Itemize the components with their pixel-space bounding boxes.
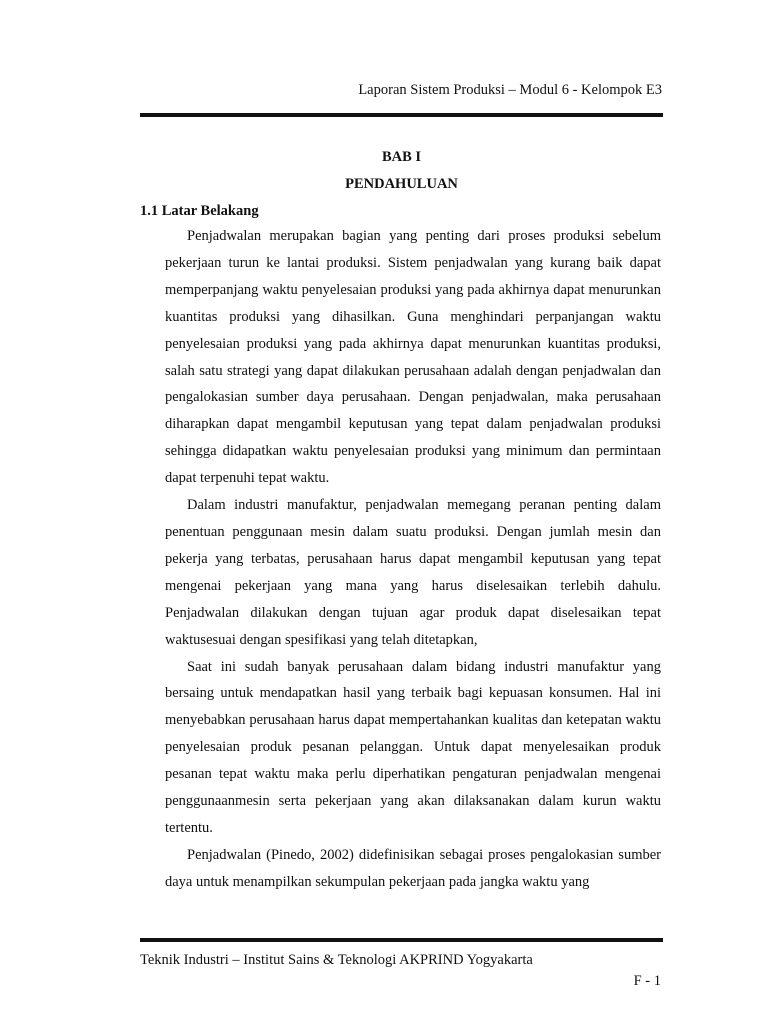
running-header: Laporan Sistem Produksi – Modul 6 - Kelompok E3: [358, 82, 662, 98]
section-heading: 1.1 Latar Belakang: [140, 203, 259, 219]
chapter-title: PENDAHULUAN: [345, 176, 458, 192]
header-rule: [140, 113, 663, 117]
page-number: F - 1: [633, 973, 661, 989]
paragraph: Penjadwalan merupakan bagian yang penting dari proses produksi sebelum pekerjaan turun ke lantai produksi. Sistem penjadwalan yang kurang baik dapat memperpanjang waktu penyelesaian produksi yang pada akhirnya dapat menurunkan kuantitas produksi yang dihasilkan. Guna menghindari perpanjangan waktu penyelesaian produksi yang pada akhirnya dapat menurunkan kuantitas produksi, salah satu strategi yang dapat dilakukan perusahaan adalah dengan penjadwalan dan pengalokasian sumber daya perusahaan. Dengan penjadwalan, maka perusahaan diharapkan dapat mengambil keputusan yang tepat dalam penjadwalan produksi sehingga didapatkan waktu penyelesaian produksi yang minimum dan permintaan dapat terpenuhi tepat waktu.: [165, 228, 661, 487]
paragraph: Saat ini sudah banyak perusahaan dalam bidang industri manufaktur yang bersaing untuk mendapatkan hasil yang terbaik bagi kepuasan konsumen. Hal ini menyebabkan perusahaan harus dapat mempertahankan kualitas dan ketepatan waktu penyelesaian produk pesanan pelanggan. Untuk dapat menyelesaikan produk pesanan tepat waktu maka perlu diperhatikan pengaturan penjadwalan mengenai penggunaanmesin serta pekerjaan yang akan dilaksanakan dalam kurun waktu tertentu.: [165, 658, 661, 836]
paragraph: Penjadwalan (Pinedo, 2002) didefinisikan sebagai proses pengalokasian sumber daya untuk menampilkan sekumpulan pekerjaan pada jangka waktu yang: [165, 846, 661, 890]
running-footer: Teknik Industri – Institut Sains & Teknologi AKPRIND Yogyakarta: [140, 952, 533, 968]
body-text: [165, 223, 661, 896]
chapter-number: BAB I: [381, 149, 422, 165]
paragraph: Dalam industri manufaktur, penjadwalan memegang peranan penting dalam penentuan penggunaan mesin dalam suatu produksi. Dengan jumlah mesin dan pekerja yang terbatas, perusahaan harus dapat mengambil keputusan yang tepat mengenai pekerjaan yang mana yang harus diselesaikan terlebih dahulu. Penjadwalan dilakukan dengan tujuan agar produk dapat diselesaikan tepat waktusesuai dengan spesifikasi yang telah ditetapkan,: [165, 497, 661, 648]
footer-rule: [140, 938, 663, 942]
